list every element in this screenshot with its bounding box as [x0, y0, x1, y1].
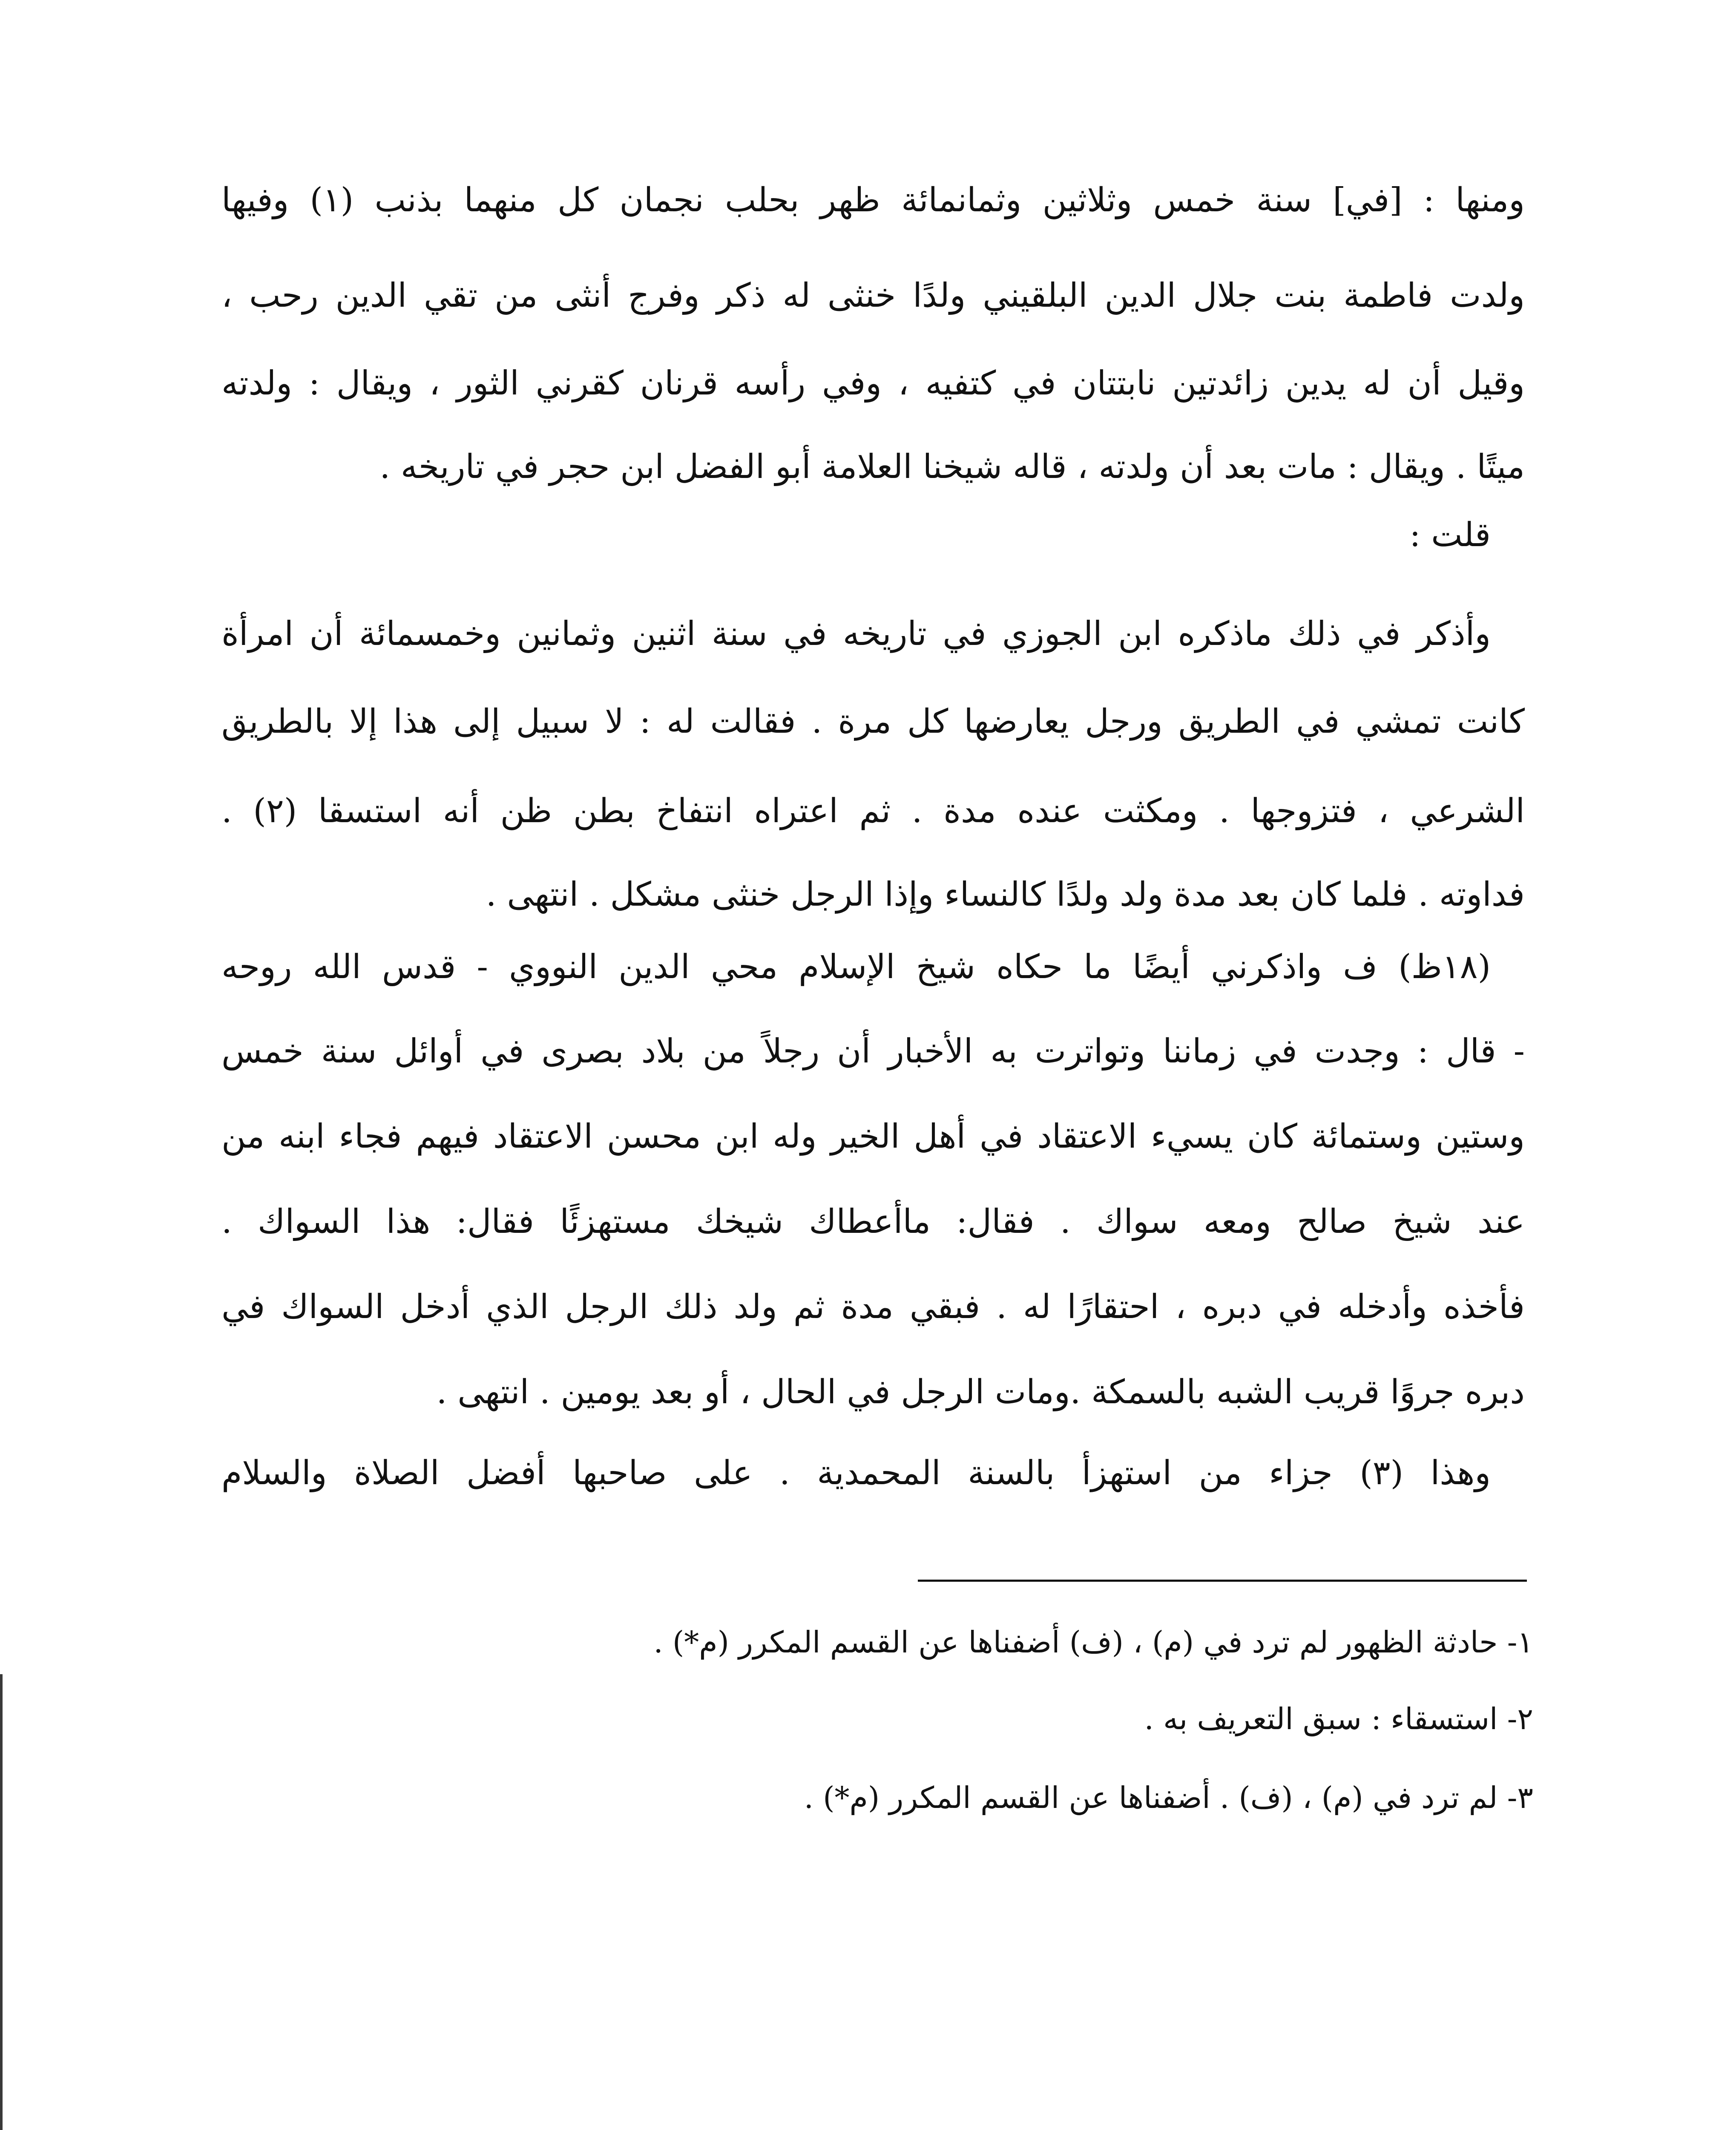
text-line-5: قلت : [1409, 516, 1491, 554]
main-text-block [221, 175, 1525, 1027]
text-line-11: - قال : وجدت في زماننا وتواترت به الأخبار أن رجلاً من بلاد بصرى في أوائل سنة خمس [221, 1032, 1525, 1071]
text-line-9: فداوته . فلما كان بعد مدة ولد ولدًا كالنساء وإذا الرجل خنثى مشكل . انتهى . [486, 875, 1525, 914]
text-line-15: دبره جروًا قريب الشبه بالسمكة .ومات الرجل في الحال ، أو بعد يومين . انتهى . [436, 1373, 1525, 1411]
footnote-1: ١- حادثة الظهور لم ترد في (م) ، (ف) أضفناها عن القسم المكرر (م*) . [653, 1625, 1533, 1660]
text-line-12: وستين وستمائة كان يسيء الاعتقاد في أهل الخير وله ابن محسن الاعتقاد فيهم فجاء ابنه من [221, 1117, 1525, 1156]
text-line-16: وهذا (٣) جزاء من استهزأ بالسنة المحمدية . على صاحبها أفضل الصلاة والسلام [221, 1454, 1491, 1492]
text-line-3: وقيل أن له يدين زائدتين نابتتان في كتفيه ، وفي رأسه قرنان كقرني الثور ، ويقال : ولدته [221, 364, 1525, 403]
footnote-separator [918, 1580, 1527, 1582]
text-line-8: الشرعي ، فتزوجها . ومكثت عنده مدة . ثم اعتراه انتفاخ بطن ظن أنه استسقا (٢) . [221, 792, 1525, 830]
scan-edge-shadow [0, 1674, 3, 2130]
text-line-1: ومنها : [في] سنة خمس وثلاثين وثمانمائة ظهر بحلب نجمان كل منهما بذنب (١) وفيها [221, 181, 1525, 219]
text-line-2: ولدت فاطمة بنت جلال الدين البلقيني ولدًا خنثى له ذكر وفرج أنثى من تقي الدين رحب ، [221, 276, 1525, 315]
text-line-13: عند شيخ صالح ومعه سواك . فقال: ماأعطاك شيخك مستهزئًا فقال: هذا السواك . [221, 1203, 1525, 1241]
text-line-14: فأخذه وأدخله في دبره ، احتقارًا له . فبقي مدة ثم ولد ذلك الرجل الذي أدخل السواك في [221, 1288, 1525, 1326]
text-line-10: (١٨ظ) ف واذكرني أيضًا ما حكاه شيخ الإسلام محي الدين النووي - قدس الله روحه [221, 948, 1491, 986]
text-line-4: ميتًا . ويقال : مات بعد أن ولدته ، قاله شيخنا العلامة أبو الفضل ابن حجر في تاريخه . [379, 448, 1525, 486]
text-line-6: وأذكر في ذلك ماذكره ابن الجوزي في تاريخه في سنة اثنين وثمانين وخمسمائة أن امرأة [221, 615, 1491, 653]
footnote-2: ٢- استسقاء : سبق التعريف به . [1144, 1701, 1533, 1736]
main-text-block-2 [221, 941, 1525, 1538]
text-line-7: كانت تمشي في الطريق ورجل يعارضها كل مرة . فقالت له : لا سبيل إلى هذا إلا بالطريق [221, 702, 1525, 741]
footnote-3: ٣- لم ترد في (م) ، (ف) . أضفناها عن القسم المكرر (م*) . [804, 1780, 1533, 1815]
